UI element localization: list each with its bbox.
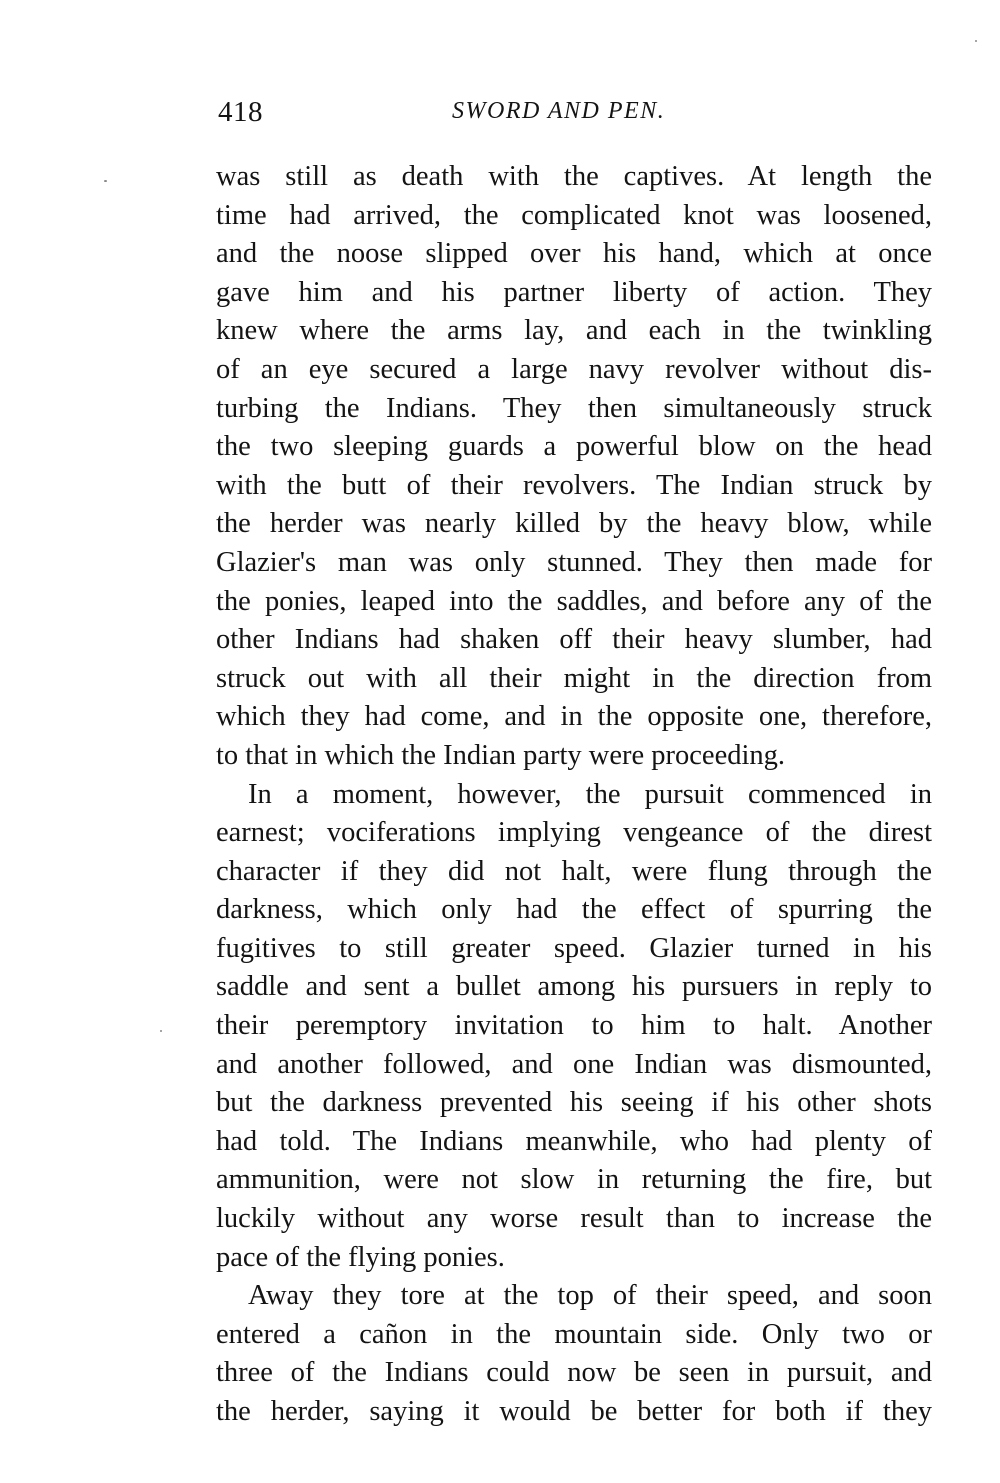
text-line: turbing the Indians. They then simultaneously struck	[216, 392, 932, 424]
paper-speck	[104, 180, 107, 182]
body-text	[216, 158, 932, 1432]
text-line: In a moment, however, the pursuit commenced in	[248, 778, 932, 810]
text-line: to that in which the Indian party were proceeding.	[216, 739, 786, 771]
text-line: and another followed, and one Indian was dismounted,	[216, 1048, 932, 1080]
text-line: with the butt of their revolvers. The Indian struck by	[216, 469, 932, 501]
text-line: saddle and sent a bullet among his pursuers in reply to	[216, 971, 932, 1003]
paper-speck	[160, 1030, 162, 1032]
text-line: had told. The Indians meanwhile, who had plenty of	[216, 1125, 932, 1157]
text-line: character if they did not halt, were flung through the	[216, 855, 932, 887]
paper-speck	[975, 40, 977, 42]
text-line: their peremptory invitation to him to halt. Another	[216, 1010, 932, 1042]
text-line: earnest; vociferations implying vengeance of the direst	[216, 817, 932, 849]
text-line: the herder was nearly killed by the heavy blow, while	[216, 508, 932, 540]
text-line: the herder, saying it would be better for both if they	[216, 1396, 932, 1427]
text-line: time had arrived, the complicated knot was loosened,	[216, 199, 932, 231]
text-line: of an eye secured a large navy revolver without dis-	[216, 353, 932, 385]
text-line: Glazier's man was only stunned. They then made for	[216, 546, 932, 578]
text-line: three of the Indians could now be seen in pursuit, and	[216, 1357, 932, 1389]
text-line: was still as death with the captives. At length the	[216, 161, 932, 192]
text-line: darkness, which only had the effect of spurring the	[216, 894, 932, 926]
text-line: the two sleeping guards a powerful blow on the head	[216, 431, 932, 463]
paragraph-2	[216, 776, 932, 1278]
text-line: gave him and his partner liberty of action. They	[216, 276, 932, 308]
text-line: fugitives to still greater speed. Glazier turned in his	[216, 932, 932, 964]
text-line: other Indians had shaken off their heavy slumber, had	[216, 624, 932, 656]
text-line: which they had come, and in the opposite one, therefore,	[216, 701, 932, 733]
text-line: luckily without any worse result than to increase the	[216, 1203, 932, 1235]
text-line: Away they tore at the top of their speed, and soon	[248, 1280, 932, 1312]
page-number: 418	[218, 96, 263, 128]
text-line: and the noose slipped over his hand, which at once	[216, 238, 932, 270]
running-title: SWORD AND PEN.	[452, 98, 666, 124]
paragraph-3	[216, 1277, 932, 1431]
text-line: knew where the arms lay, and each in the twinkling	[216, 315, 932, 347]
paragraph-1	[216, 158, 932, 776]
text-line: pace of the flying ponies.	[216, 1241, 505, 1273]
text-line: the ponies, leaped into the saddles, and before any of the	[216, 585, 932, 617]
text-line: entered a cañon in the mountain side. Only two or	[216, 1318, 932, 1350]
text-line: struck out with all their might in the direction from	[216, 662, 932, 694]
text-line: but the darkness prevented his seeing if his other shots	[216, 1087, 932, 1119]
page-header	[218, 96, 930, 136]
text-line: ammunition, were not slow in returning the fire, but	[216, 1164, 932, 1196]
